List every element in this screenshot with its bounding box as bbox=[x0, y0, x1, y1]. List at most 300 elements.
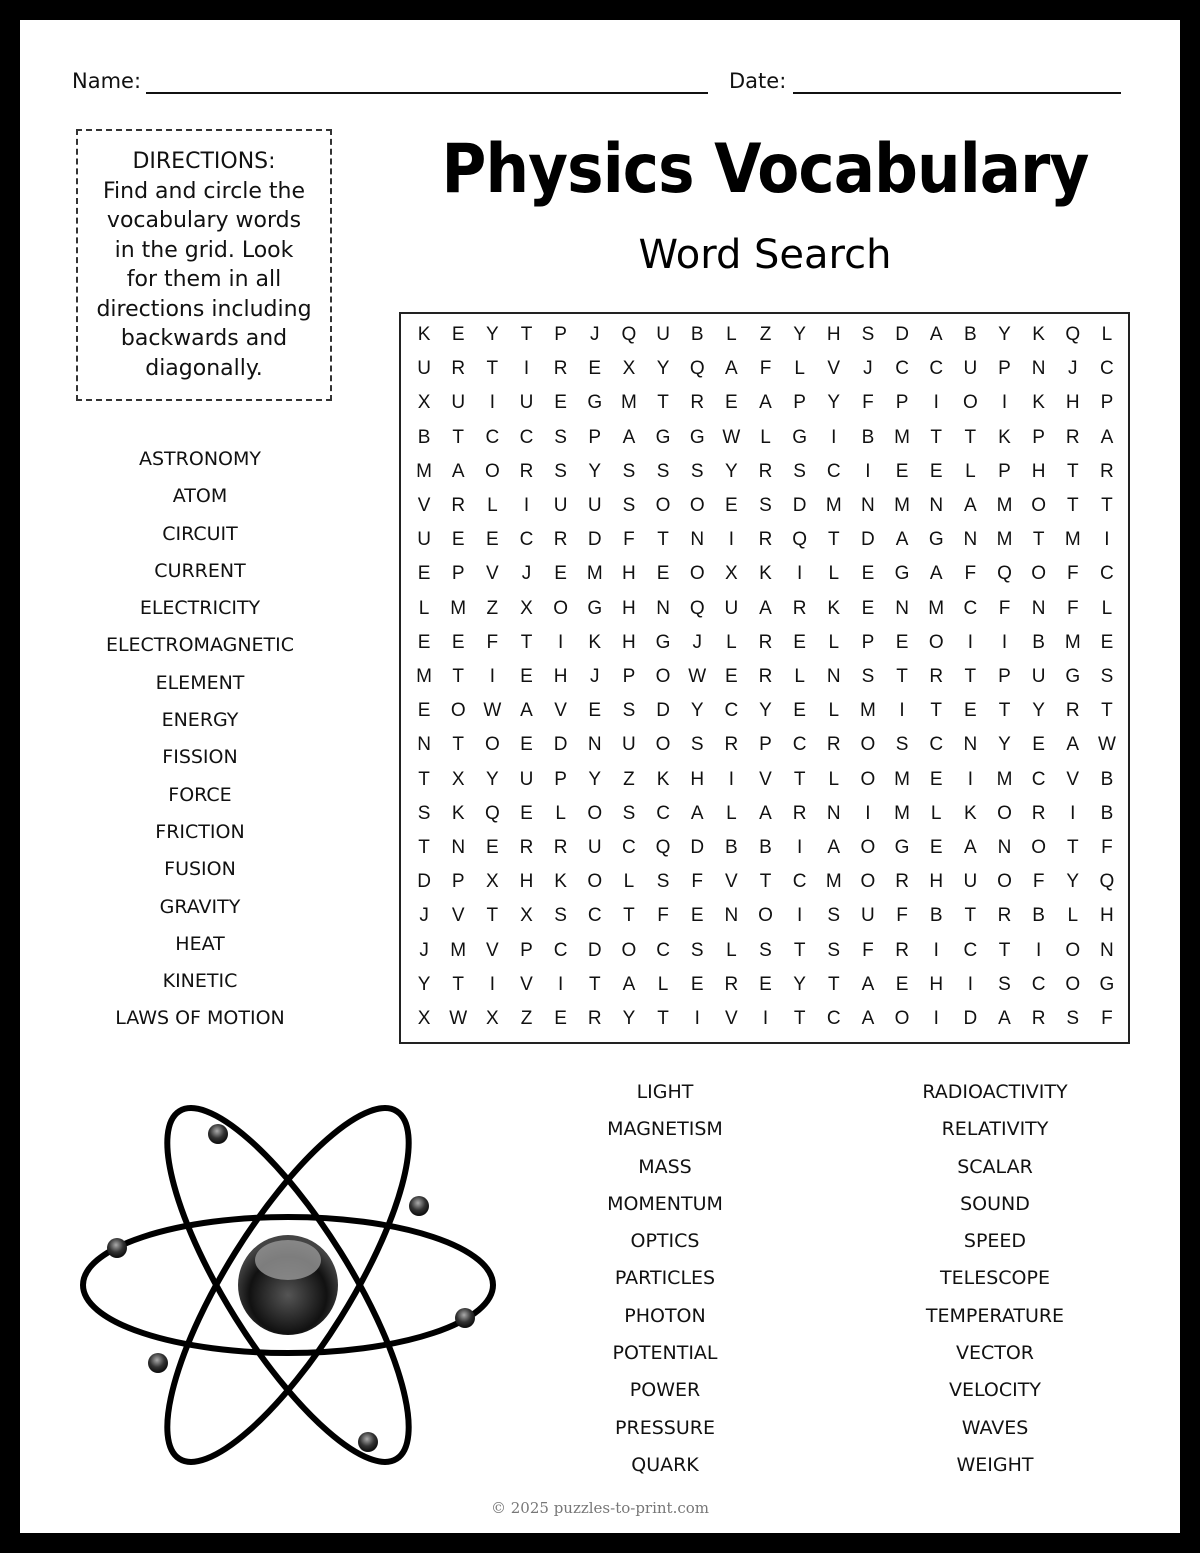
grid-cell[interactable]: P bbox=[895, 392, 909, 414]
grid-cell[interactable]: Y bbox=[486, 324, 499, 346]
grid-cell[interactable]: L bbox=[794, 358, 805, 380]
grid-cell[interactable]: U bbox=[451, 392, 466, 414]
grid-cell[interactable]: I bbox=[967, 631, 973, 653]
grid-cell[interactable]: S bbox=[554, 460, 567, 482]
grid-cell[interactable]: L bbox=[794, 665, 805, 687]
grid-cell[interactable]: N bbox=[656, 597, 670, 619]
grid-cell[interactable]: R bbox=[792, 597, 807, 619]
grid-cell[interactable]: X bbox=[520, 905, 533, 927]
grid-cell[interactable]: V bbox=[520, 973, 533, 995]
grid-cell[interactable]: Q bbox=[621, 324, 637, 346]
grid-cell[interactable]: L bbox=[657, 973, 669, 995]
grid-cell[interactable]: Y bbox=[417, 973, 431, 995]
grid-cell[interactable]: O bbox=[860, 836, 876, 858]
grid-cell[interactable]: Y bbox=[998, 734, 1011, 756]
grid-cell[interactable]: B bbox=[1032, 905, 1045, 927]
grid-cell[interactable]: E bbox=[451, 324, 465, 346]
grid-cell[interactable]: P bbox=[861, 631, 875, 653]
grid-cell[interactable]: S bbox=[759, 495, 772, 517]
grid-cell[interactable]: X bbox=[486, 871, 499, 893]
grid-cell[interactable]: F bbox=[862, 939, 874, 961]
grid-cell[interactable]: U bbox=[587, 495, 602, 517]
grid-cell[interactable]: N bbox=[929, 495, 944, 517]
grid-cell[interactable]: T bbox=[657, 1007, 669, 1029]
grid-cell[interactable]: E bbox=[929, 768, 943, 790]
grid-cell[interactable]: T bbox=[1101, 700, 1113, 722]
grid-cell[interactable]: T bbox=[1101, 495, 1113, 517]
grid-cell[interactable]: V bbox=[827, 358, 841, 380]
grid-cell[interactable]: F bbox=[896, 905, 908, 927]
grid-cell[interactable]: C bbox=[724, 700, 739, 722]
grid-cell[interactable]: J bbox=[419, 939, 429, 961]
grid-cell[interactable]: Q bbox=[484, 802, 500, 824]
grid-cell[interactable]: R bbox=[553, 836, 568, 858]
grid-cell[interactable]: R bbox=[758, 631, 773, 653]
grid-cell[interactable]: P bbox=[759, 734, 772, 756]
grid-cell[interactable]: M bbox=[450, 939, 467, 961]
grid-cell[interactable]: M bbox=[894, 495, 910, 517]
grid-cell[interactable]: J bbox=[521, 563, 532, 585]
grid-cell[interactable]: C bbox=[1031, 768, 1046, 790]
grid-cell[interactable]: A bbox=[895, 529, 909, 551]
grid-cell[interactable]: D bbox=[690, 836, 705, 858]
grid-cell[interactable]: T bbox=[998, 700, 1011, 722]
grid-cell[interactable]: L bbox=[828, 700, 840, 722]
grid-cell[interactable]: A bbox=[1066, 734, 1080, 756]
grid-cell[interactable]: T bbox=[930, 426, 943, 448]
grid-cell[interactable]: J bbox=[1068, 358, 1078, 380]
grid-cell[interactable]: E bbox=[725, 392, 738, 414]
grid-cell[interactable]: T bbox=[964, 426, 977, 448]
grid-cell[interactable]: E bbox=[895, 460, 909, 482]
grid-cell[interactable]: I bbox=[933, 939, 939, 961]
grid-cell[interactable]: E bbox=[861, 563, 875, 585]
grid-cell[interactable]: O bbox=[655, 734, 671, 756]
grid-cell[interactable]: S bbox=[793, 460, 806, 482]
grid-cell[interactable]: U bbox=[553, 495, 568, 517]
grid-cell[interactable]: F bbox=[486, 631, 499, 653]
grid-cell[interactable]: C bbox=[963, 939, 978, 961]
grid-cell[interactable]: F bbox=[998, 597, 1011, 619]
grid-cell[interactable]: J bbox=[419, 905, 429, 927]
grid-cell[interactable]: A bbox=[929, 324, 943, 346]
grid-cell[interactable]: T bbox=[1066, 460, 1079, 482]
grid-cell[interactable]: D bbox=[963, 1007, 978, 1029]
grid-cell[interactable]: G bbox=[587, 392, 603, 414]
grid-cell[interactable]: V bbox=[759, 768, 772, 790]
grid-cell[interactable]: T bbox=[452, 734, 465, 756]
grid-cell[interactable]: V bbox=[486, 563, 499, 585]
grid-cell[interactable]: C bbox=[1100, 563, 1114, 585]
grid-cell[interactable]: L bbox=[623, 871, 635, 893]
grid-cell[interactable]: R bbox=[451, 358, 466, 380]
grid-cell[interactable]: A bbox=[759, 597, 772, 619]
grid-cell[interactable]: Z bbox=[486, 597, 499, 619]
grid-cell[interactable]: P bbox=[1100, 392, 1114, 414]
grid-cell[interactable]: S bbox=[622, 460, 636, 482]
grid-cell[interactable]: I bbox=[489, 665, 495, 687]
grid-cell[interactable]: M bbox=[860, 700, 876, 722]
grid-cell[interactable]: B bbox=[964, 324, 977, 346]
grid-cell[interactable]: T bbox=[998, 939, 1011, 961]
grid-cell[interactable]: P bbox=[1032, 426, 1045, 448]
grid-cell[interactable]: H bbox=[622, 631, 636, 653]
grid-cell[interactable]: D bbox=[587, 939, 602, 961]
grid-cell[interactable]: Q bbox=[689, 597, 705, 619]
grid-cell[interactable]: L bbox=[828, 563, 840, 585]
grid-cell[interactable]: E bbox=[520, 802, 533, 824]
grid-cell[interactable]: S bbox=[554, 426, 567, 448]
grid-cell[interactable]: G bbox=[655, 631, 671, 653]
grid-cell[interactable]: S bbox=[690, 939, 704, 961]
grid-cell[interactable]: O bbox=[997, 871, 1012, 893]
grid-cell[interactable]: A bbox=[1100, 426, 1114, 448]
grid-cell[interactable]: A bbox=[929, 563, 943, 585]
grid-cell[interactable]: E bbox=[417, 631, 431, 653]
grid-cell[interactable]: T bbox=[827, 529, 840, 551]
grid-cell[interactable]: I bbox=[933, 392, 939, 414]
grid-cell[interactable]: I bbox=[933, 1007, 939, 1029]
grid-cell[interactable]: B bbox=[929, 905, 943, 927]
grid-cell[interactable]: P bbox=[793, 392, 806, 414]
grid-cell[interactable]: C bbox=[485, 426, 500, 448]
grid-cell[interactable]: S bbox=[895, 734, 909, 756]
grid-cell[interactable]: J bbox=[590, 665, 600, 687]
grid-cell[interactable]: X bbox=[417, 392, 431, 414]
grid-cell[interactable]: G bbox=[894, 836, 910, 858]
grid-cell[interactable]: W bbox=[449, 1007, 468, 1029]
grid-cell[interactable]: G bbox=[655, 426, 671, 448]
grid-cell[interactable]: U bbox=[417, 358, 431, 380]
grid-cell[interactable]: O bbox=[860, 871, 876, 893]
grid-cell[interactable]: A bbox=[861, 1007, 875, 1029]
grid-cell[interactable]: C bbox=[929, 358, 944, 380]
grid-cell[interactable]: I bbox=[694, 1007, 700, 1029]
grid-cell[interactable]: H bbox=[690, 768, 705, 790]
grid-cell[interactable]: S bbox=[690, 460, 704, 482]
grid-cell[interactable]: H bbox=[553, 665, 568, 687]
grid-cell[interactable]: R bbox=[1100, 460, 1114, 482]
grid-cell[interactable]: O bbox=[655, 665, 671, 687]
grid-cell[interactable]: U bbox=[963, 871, 978, 893]
grid-cell[interactable]: P bbox=[554, 324, 567, 346]
grid-cell[interactable]: I bbox=[865, 460, 871, 482]
grid-cell[interactable]: L bbox=[418, 597, 430, 619]
grid-cell[interactable]: I bbox=[967, 973, 973, 995]
grid-cell[interactable]: M bbox=[416, 460, 432, 482]
grid-cell[interactable]: S bbox=[1066, 1007, 1080, 1029]
grid-cell[interactable]: F bbox=[862, 392, 874, 414]
grid-cell[interactable]: Q bbox=[655, 836, 671, 858]
grid-cell[interactable]: U bbox=[861, 905, 875, 927]
grid-cell[interactable]: I bbox=[728, 768, 734, 790]
grid-cell[interactable]: T bbox=[623, 905, 635, 927]
grid-cell[interactable]: Y bbox=[1066, 871, 1080, 893]
grid-cell[interactable]: C bbox=[656, 939, 670, 961]
grid-cell[interactable]: D bbox=[656, 700, 670, 722]
grid-cell[interactable]: F bbox=[691, 871, 704, 893]
grid-cell[interactable]: E bbox=[793, 700, 806, 722]
grid-cell[interactable]: G bbox=[1099, 973, 1115, 995]
grid-cell[interactable]: Q bbox=[1099, 871, 1115, 893]
grid-cell[interactable]: C bbox=[1100, 358, 1114, 380]
grid-cell[interactable]: N bbox=[895, 597, 909, 619]
grid-cell[interactable]: F bbox=[1066, 597, 1079, 619]
grid-cell[interactable]: S bbox=[417, 802, 431, 824]
grid-cell[interactable]: C bbox=[622, 836, 636, 858]
grid-cell[interactable]: M bbox=[1064, 529, 1081, 551]
grid-cell[interactable]: I bbox=[523, 358, 530, 380]
grid-cell[interactable]: O bbox=[1065, 939, 1081, 961]
grid-cell[interactable]: N bbox=[963, 529, 978, 551]
grid-cell[interactable]: X bbox=[520, 597, 533, 619]
grid-cell[interactable]: Y bbox=[998, 324, 1011, 346]
grid-cell[interactable]: L bbox=[828, 631, 840, 653]
grid-cell[interactable]: N bbox=[1031, 597, 1046, 619]
grid-cell[interactable]: I bbox=[796, 836, 803, 858]
grid-cell[interactable]: T bbox=[520, 631, 533, 653]
grid-cell[interactable]: A bbox=[861, 973, 875, 995]
grid-cell[interactable]: M bbox=[996, 768, 1013, 790]
grid-cell[interactable]: S bbox=[622, 802, 636, 824]
grid-cell[interactable]: Q bbox=[1065, 324, 1081, 346]
grid-cell[interactable]: S bbox=[827, 905, 841, 927]
grid-cell[interactable]: I bbox=[796, 905, 803, 927]
grid-cell[interactable]: J bbox=[863, 358, 873, 380]
grid-cell[interactable]: E bbox=[554, 392, 567, 414]
grid-cell[interactable]: R bbox=[553, 529, 568, 551]
grid-cell[interactable]: C bbox=[826, 1007, 841, 1029]
grid-cell[interactable]: F bbox=[623, 529, 635, 551]
grid-cell[interactable]: X bbox=[725, 563, 738, 585]
grid-cell[interactable]: E bbox=[656, 563, 670, 585]
grid-cell[interactable]: I bbox=[899, 700, 905, 722]
grid-cell[interactable]: H bbox=[826, 324, 841, 346]
grid-cell[interactable]: S bbox=[622, 495, 636, 517]
grid-cell[interactable]: T bbox=[793, 939, 806, 961]
grid-cell[interactable]: T bbox=[793, 768, 806, 790]
grid-cell[interactable]: I bbox=[831, 426, 837, 448]
grid-cell[interactable]: D bbox=[861, 529, 875, 551]
grid-cell[interactable]: B bbox=[1032, 631, 1045, 653]
grid-cell[interactable]: V bbox=[486, 939, 499, 961]
grid-cell[interactable]: K bbox=[656, 768, 670, 790]
grid-cell[interactable]: B bbox=[1100, 768, 1114, 790]
grid-cell[interactable]: H bbox=[519, 871, 534, 893]
grid-cell[interactable]: A bbox=[725, 358, 738, 380]
grid-cell[interactable]: C bbox=[792, 734, 807, 756]
grid-cell[interactable]: P bbox=[622, 665, 636, 687]
grid-cell[interactable]: E bbox=[793, 631, 806, 653]
grid-cell[interactable]: E bbox=[1032, 734, 1045, 756]
grid-cell[interactable]: O bbox=[587, 871, 603, 893]
grid-cell[interactable]: C bbox=[553, 939, 568, 961]
grid-cell[interactable]: F bbox=[1101, 1007, 1113, 1029]
grid-cell[interactable]: N bbox=[690, 529, 705, 551]
grid-cell[interactable]: B bbox=[417, 426, 431, 448]
grid-cell[interactable]: T bbox=[418, 768, 430, 790]
grid-cell[interactable]: Y bbox=[690, 700, 704, 722]
grid-cell[interactable]: L bbox=[555, 802, 566, 824]
grid-cell[interactable]: G bbox=[689, 426, 705, 448]
grid-cell[interactable]: Y bbox=[486, 768, 499, 790]
grid-cell[interactable]: D bbox=[792, 495, 807, 517]
grid-cell[interactable]: E bbox=[554, 563, 567, 585]
grid-cell[interactable]: O bbox=[1065, 973, 1081, 995]
grid-cell[interactable]: R bbox=[519, 460, 534, 482]
grid-cell[interactable]: E bbox=[725, 665, 738, 687]
grid-cell[interactable]: I bbox=[1001, 392, 1008, 414]
grid-cell[interactable]: Z bbox=[520, 1007, 533, 1029]
grid-cell[interactable]: R bbox=[587, 1007, 602, 1029]
grid-cell[interactable]: Q bbox=[997, 563, 1012, 585]
grid-cell[interactable]: U bbox=[519, 768, 534, 790]
grid-cell[interactable]: P bbox=[998, 665, 1011, 687]
grid-cell[interactable]: F bbox=[759, 358, 772, 380]
grid-cell[interactable]: R bbox=[553, 358, 568, 380]
grid-cell[interactable]: E bbox=[486, 836, 499, 858]
grid-cell[interactable]: T bbox=[930, 700, 943, 722]
grid-cell[interactable]: B bbox=[1100, 802, 1114, 824]
grid-cell[interactable]: G bbox=[1065, 665, 1081, 687]
grid-cell[interactable]: L bbox=[965, 460, 976, 482]
grid-cell[interactable]: A bbox=[759, 802, 772, 824]
grid-cell[interactable]: I bbox=[1070, 802, 1076, 824]
grid-cell[interactable]: M bbox=[894, 426, 910, 448]
grid-cell[interactable]: E bbox=[554, 1007, 567, 1029]
grid-cell[interactable]: T bbox=[588, 973, 601, 995]
grid-cell[interactable]: F bbox=[1032, 871, 1045, 893]
grid-cell[interactable]: X bbox=[417, 1007, 431, 1029]
grid-cell[interactable]: U bbox=[519, 392, 534, 414]
grid-cell[interactable]: E bbox=[417, 700, 431, 722]
grid-cell[interactable]: R bbox=[758, 529, 773, 551]
grid-cell[interactable]: I bbox=[557, 973, 564, 995]
grid-cell[interactable]: E bbox=[861, 597, 875, 619]
grid-cell[interactable]: A bbox=[622, 973, 636, 995]
grid-cell[interactable]: Q bbox=[792, 529, 808, 551]
grid-cell[interactable]: O bbox=[1031, 495, 1047, 517]
grid-cell[interactable]: A bbox=[998, 1007, 1011, 1029]
grid-cell[interactable]: T bbox=[964, 905, 977, 927]
grid-cell[interactable]: Y bbox=[793, 324, 806, 346]
grid-cell[interactable]: X bbox=[486, 1007, 499, 1029]
grid-cell[interactable]: O bbox=[758, 905, 773, 927]
grid-cell[interactable]: I bbox=[796, 563, 803, 585]
grid-cell[interactable]: L bbox=[487, 495, 498, 517]
grid-cell[interactable]: C bbox=[792, 871, 807, 893]
grid-cell[interactable]: E bbox=[690, 905, 704, 927]
grid-cell[interactable]: R bbox=[997, 905, 1012, 927]
grid-cell[interactable]: E bbox=[1100, 631, 1114, 653]
grid-cell[interactable]: T bbox=[452, 426, 465, 448]
grid-cell[interactable]: I bbox=[865, 802, 871, 824]
word-search-grid[interactable] bbox=[399, 312, 1130, 1044]
grid-cell[interactable]: E bbox=[929, 836, 943, 858]
grid-cell[interactable]: Y bbox=[622, 1007, 636, 1029]
grid-cell[interactable]: O bbox=[928, 631, 944, 653]
grid-cell[interactable]: L bbox=[930, 802, 942, 824]
grid-cell[interactable]: T bbox=[964, 665, 977, 687]
grid-cell[interactable]: E bbox=[690, 973, 704, 995]
grid-cell[interactable]: O bbox=[997, 802, 1012, 824]
grid-cell[interactable]: N bbox=[826, 665, 841, 687]
grid-cell[interactable]: M bbox=[621, 392, 637, 414]
grid-cell[interactable]: R bbox=[1031, 1007, 1046, 1029]
grid-cell[interactable]: G bbox=[587, 597, 603, 619]
grid-cell[interactable]: M bbox=[894, 802, 910, 824]
grid-cell[interactable]: N bbox=[724, 905, 739, 927]
grid-cell[interactable]: M bbox=[416, 665, 432, 687]
grid-cell[interactable]: N bbox=[417, 734, 431, 756]
grid-cell[interactable]: B bbox=[861, 426, 875, 448]
grid-cell[interactable]: L bbox=[1101, 324, 1113, 346]
grid-cell[interactable]: A bbox=[759, 392, 772, 414]
grid-cell[interactable]: N bbox=[861, 495, 875, 517]
grid-cell[interactable]: P bbox=[451, 871, 465, 893]
grid-cell[interactable]: T bbox=[1032, 529, 1045, 551]
grid-cell[interactable]: L bbox=[726, 802, 737, 824]
grid-cell[interactable]: T bbox=[452, 973, 465, 995]
grid-cell[interactable]: N bbox=[451, 836, 466, 858]
grid-cell[interactable]: N bbox=[587, 734, 602, 756]
grid-cell[interactable]: S bbox=[861, 665, 875, 687]
grid-cell[interactable]: S bbox=[861, 324, 875, 346]
grid-cell[interactable]: R bbox=[690, 392, 705, 414]
grid-cell[interactable]: P bbox=[588, 426, 602, 448]
grid-cell[interactable]: U bbox=[724, 597, 739, 619]
grid-cell[interactable]: V bbox=[417, 495, 431, 517]
grid-cell[interactable]: I bbox=[967, 768, 973, 790]
grid-cell[interactable]: C bbox=[895, 358, 909, 380]
grid-cell[interactable]: K bbox=[451, 802, 465, 824]
grid-cell[interactable]: T bbox=[520, 324, 533, 346]
grid-cell[interactable]: O bbox=[450, 700, 466, 722]
grid-cell[interactable]: T bbox=[657, 529, 669, 551]
grid-cell[interactable]: Y bbox=[1032, 700, 1045, 722]
grid-cell[interactable]: T bbox=[827, 973, 840, 995]
grid-cell[interactable]: N bbox=[963, 734, 978, 756]
grid-cell[interactable]: O bbox=[655, 495, 671, 517]
date-field-line[interactable] bbox=[793, 92, 1121, 94]
grid-cell[interactable]: C bbox=[963, 597, 978, 619]
grid-cell[interactable]: A bbox=[451, 460, 465, 482]
grid-cell[interactable]: G bbox=[928, 529, 944, 551]
grid-cell[interactable]: C bbox=[587, 905, 602, 927]
grid-cell[interactable]: O bbox=[962, 392, 978, 414]
grid-cell[interactable]: R bbox=[1065, 700, 1080, 722]
grid-cell[interactable]: R bbox=[826, 734, 841, 756]
grid-cell[interactable]: Y bbox=[759, 700, 772, 722]
grid-cell[interactable]: C bbox=[656, 802, 670, 824]
grid-cell[interactable]: U bbox=[1031, 665, 1046, 687]
grid-cell[interactable]: Y bbox=[588, 460, 602, 482]
grid-cell[interactable]: I bbox=[523, 495, 530, 517]
grid-cell[interactable]: H bbox=[1031, 460, 1046, 482]
grid-cell[interactable]: P bbox=[998, 358, 1011, 380]
grid-cell[interactable]: M bbox=[586, 563, 603, 585]
grid-cell[interactable]: K bbox=[554, 871, 567, 893]
grid-cell[interactable]: R bbox=[758, 665, 773, 687]
grid-cell[interactable]: P bbox=[554, 768, 567, 790]
grid-cell[interactable]: D bbox=[417, 871, 431, 893]
grid-cell[interactable]: D bbox=[895, 324, 909, 346]
grid-cell[interactable]: L bbox=[726, 324, 737, 346]
grid-cell[interactable]: Y bbox=[656, 358, 670, 380]
grid-cell[interactable]: A bbox=[964, 495, 977, 517]
grid-cell[interactable]: K bbox=[1032, 324, 1045, 346]
grid-cell[interactable]: H bbox=[622, 563, 636, 585]
